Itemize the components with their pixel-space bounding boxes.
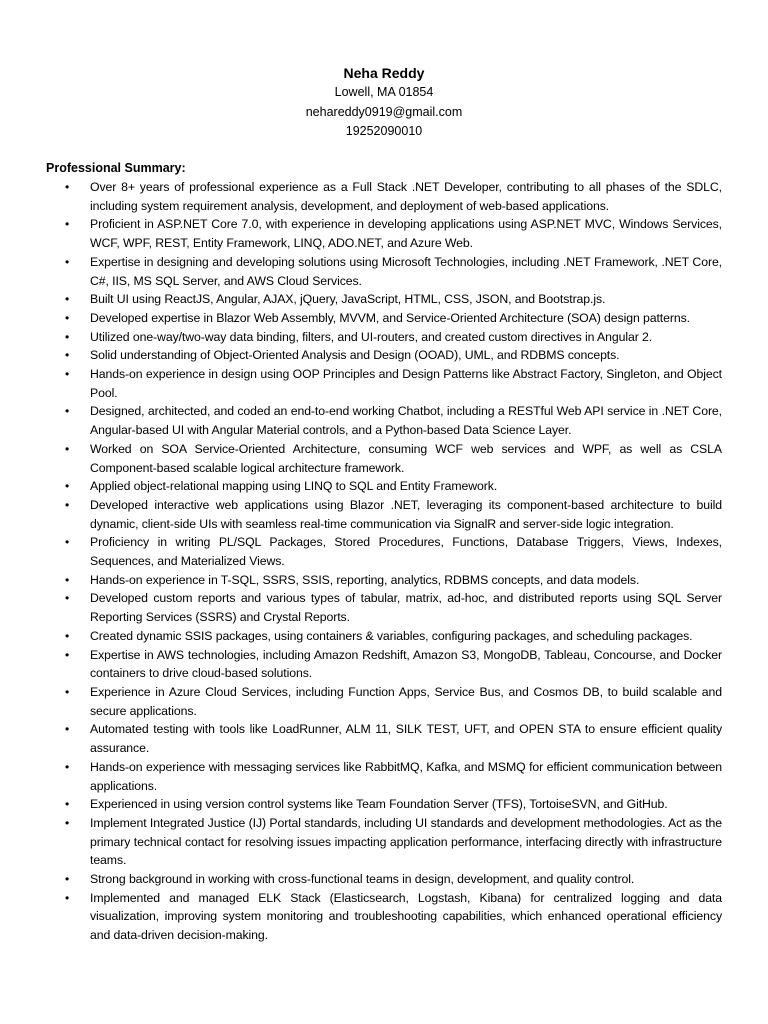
bullet-icon: • [65, 722, 70, 737]
summary-bullet-text: Applied object-relational mapping using LINQ to SQL and Entity Framework. [90, 479, 498, 494]
bullet-icon: • [65, 890, 70, 905]
candidate-name: Neha Reddy [343, 65, 425, 81]
summary-bullet-item [46, 889, 722, 945]
bullet-icon: • [65, 684, 70, 699]
professional-summary-section [46, 159, 722, 945]
summary-bullet-text: Strong background in working with cross-functional teams in design, development, and quality control. [90, 872, 635, 887]
summary-bullet-text: Experienced in using version control systems like Team Foundation Server (TFS), TortoiseSVN, and GitHub. [90, 797, 668, 812]
summary-bullet-text: Proficient in ASP.NET Core 7.0, with experience in developing applications using ASP.NET MVC, Windows Services, WCF, WPF, REST, Entity Framework, LINQ, ADO.NET, and Azure Web. [90, 217, 722, 251]
bullet-icon: • [65, 367, 70, 382]
summary-bullet-item [46, 646, 722, 683]
summary-bullet-item [46, 683, 722, 720]
candidate-email: nehareddy0919@gmail.com [305, 104, 463, 119]
summary-bullet-item [46, 571, 722, 590]
bullet-icon: • [65, 217, 70, 232]
summary-bullet-item [46, 440, 722, 477]
bullet-icon: • [65, 254, 70, 269]
bullet-icon: • [65, 535, 70, 550]
summary-bullet-text: Created dynamic SSIS packages, using containers & variables, configuring packages, and scheduling packages. [90, 628, 693, 643]
summary-bullet-text: Expertise in AWS technologies, including Amazon Redshift, Amazon S3, MongoDB, Tableau, Concourse, and Docker containers to drive cloud-based solutions. [90, 647, 722, 681]
summary-bullet-text: Worked on SOA Service-Oriented Architecture, consuming WCF web services and WPF, as well as CSLA Component-based scalable logical architecture framework. [90, 441, 722, 475]
professional-summary-heading: Professional Summary: [46, 161, 186, 175]
bullet-icon: • [65, 872, 70, 887]
summary-bullet-text: Hands-on experience in T-SQL, SSRS, SSIS, reporting, analytics, RDBMS concepts, and data models. [90, 572, 640, 587]
candidate-phone: 19252090010 [345, 124, 423, 138]
summary-bullet-item [46, 365, 722, 402]
summary-bullet-text: Built UI using ReactJS, Angular, AJAX, jQuery, JavaScript, HTML, CSS, JSON, and Bootstrap.js. [90, 292, 606, 307]
summary-bullet-item [46, 870, 722, 889]
bullet-icon: • [65, 797, 70, 812]
bullet-icon: • [65, 815, 70, 830]
summary-bullet-item [46, 795, 722, 814]
summary-bullet-text: Implement Integrated Justice (IJ) Portal standards, including UI standards and development methodologies. Act as the primary technical contact for resolving issues impacting application performance, interfacing directly with infrastructure teams. [90, 815, 722, 868]
summary-bullet-item [46, 346, 722, 365]
bullet-icon: • [65, 628, 70, 643]
summary-bullet-item [46, 178, 722, 215]
summary-bullet-text: Designed, architected, and coded an end-to-end working Chatbot, including a RESTful Web API service in .NET Core, Angular-based UI with Angular Material controls, and a Python-based Data Science Layer. [90, 404, 722, 438]
bullet-icon: • [65, 479, 70, 494]
summary-bullet-text: Experience in Azure Cloud Services, including Function Apps, Service Bus, and Cosmos DB, to build scalable and secure applications. [90, 684, 722, 718]
bullet-icon: • [65, 591, 70, 606]
summary-bullet-text: Developed custom reports and various types of tabular, matrix, ad-hoc, and distributed reports using SQL Server Reporting Services (SSRS) and Crystal Reports. [90, 591, 722, 625]
summary-bullet-item [46, 533, 722, 570]
summary-bullet-text: Hands-on experience with messaging services like RabbitMQ, Kafka, and MSMQ for efficient communication between applications. [90, 759, 722, 793]
summary-bullet-text: Proficiency in writing PL/SQL Packages, Stored Procedures, Functions, Database Triggers, Views, Indexes, Sequences, and Materialized Views. [90, 535, 722, 569]
bullet-icon: • [65, 348, 70, 363]
summary-bullet-item [46, 758, 722, 795]
summary-bullet-item [46, 309, 722, 328]
summary-bullet-item [46, 253, 722, 290]
summary-bullet-item [46, 496, 722, 533]
summary-bullet-item [46, 720, 722, 757]
summary-bullet-text: Hands-on experience in design using OOP Principles and Design Patterns like Abstract Factory, Singleton, and Object Pool. [90, 367, 722, 400]
summary-bullet-text: Automated testing with tools like LoadRunner, ALM 11, SILK TEST, UFT, and OPEN STA to ensure efficient quality assurance. [90, 722, 722, 756]
summary-bullet-text: Over 8+ years of professional experience as a Full Stack .NET Developer, contributing to all phases of the SDLC, including system requirement analysis, development, and deployment of web-based applications. [90, 180, 722, 213]
bullet-icon: • [65, 292, 70, 307]
summary-bullet-text: Utilized one-way/two-way data binding, filters, and UI-routers, and created custom directives in Angular 2. [90, 329, 653, 344]
bullet-icon: • [65, 404, 70, 419]
summary-bullet-item [46, 402, 722, 439]
summary-bullet-item [46, 290, 722, 309]
bullet-icon: • [65, 572, 70, 587]
summary-bullet-text: Developed expertise in Blazor Web Assembly, MVVM, and Service-Oriented Architecture (SOA) design patterns. [90, 310, 690, 325]
candidate-location: Lowell, MA 01854 [334, 85, 434, 99]
bullet-icon: • [65, 180, 70, 194]
summary-bullet-item [46, 328, 722, 347]
summary-bullet-text: Expertise in designing and developing solutions using Microsoft Technologies, including .NET Framework, .NET Core, C#, IIS, MS SQL Server, and AWS Cloud Services. [90, 254, 722, 288]
summary-bullet-text: Implemented and managed ELK Stack (Elasticsearch, Logstash, Kibana) for centralized logging and data visualization, improving system monitoring and troubleshooting capabilities, which enhanced operational efficiency and data-driven decision-making. [90, 890, 722, 943]
bullet-icon: • [65, 441, 70, 456]
bullet-icon: • [65, 759, 70, 774]
professional-summary-list [46, 178, 722, 945]
bullet-icon: • [65, 310, 70, 325]
summary-bullet-item [46, 627, 722, 646]
resume-header [0, 63, 768, 142]
summary-bullet-item [46, 215, 722, 252]
summary-bullet-item [46, 477, 722, 496]
bullet-icon: • [65, 647, 70, 662]
bullet-icon: • [65, 497, 70, 512]
summary-bullet-item [46, 589, 722, 626]
summary-bullet-text: Developed interactive web applications using Blazor .NET, leveraging its component-based architecture to build dynamic, client-side UIs with seamless real-time communication via SignalR and server-side logic integration. [90, 497, 722, 531]
summary-bullet-item [46, 814, 722, 870]
summary-bullet-text: Solid understanding of Object-Oriented Analysis and Design (OOAD), UML, and RDBMS concepts. [90, 348, 620, 363]
bullet-icon: • [65, 329, 70, 344]
